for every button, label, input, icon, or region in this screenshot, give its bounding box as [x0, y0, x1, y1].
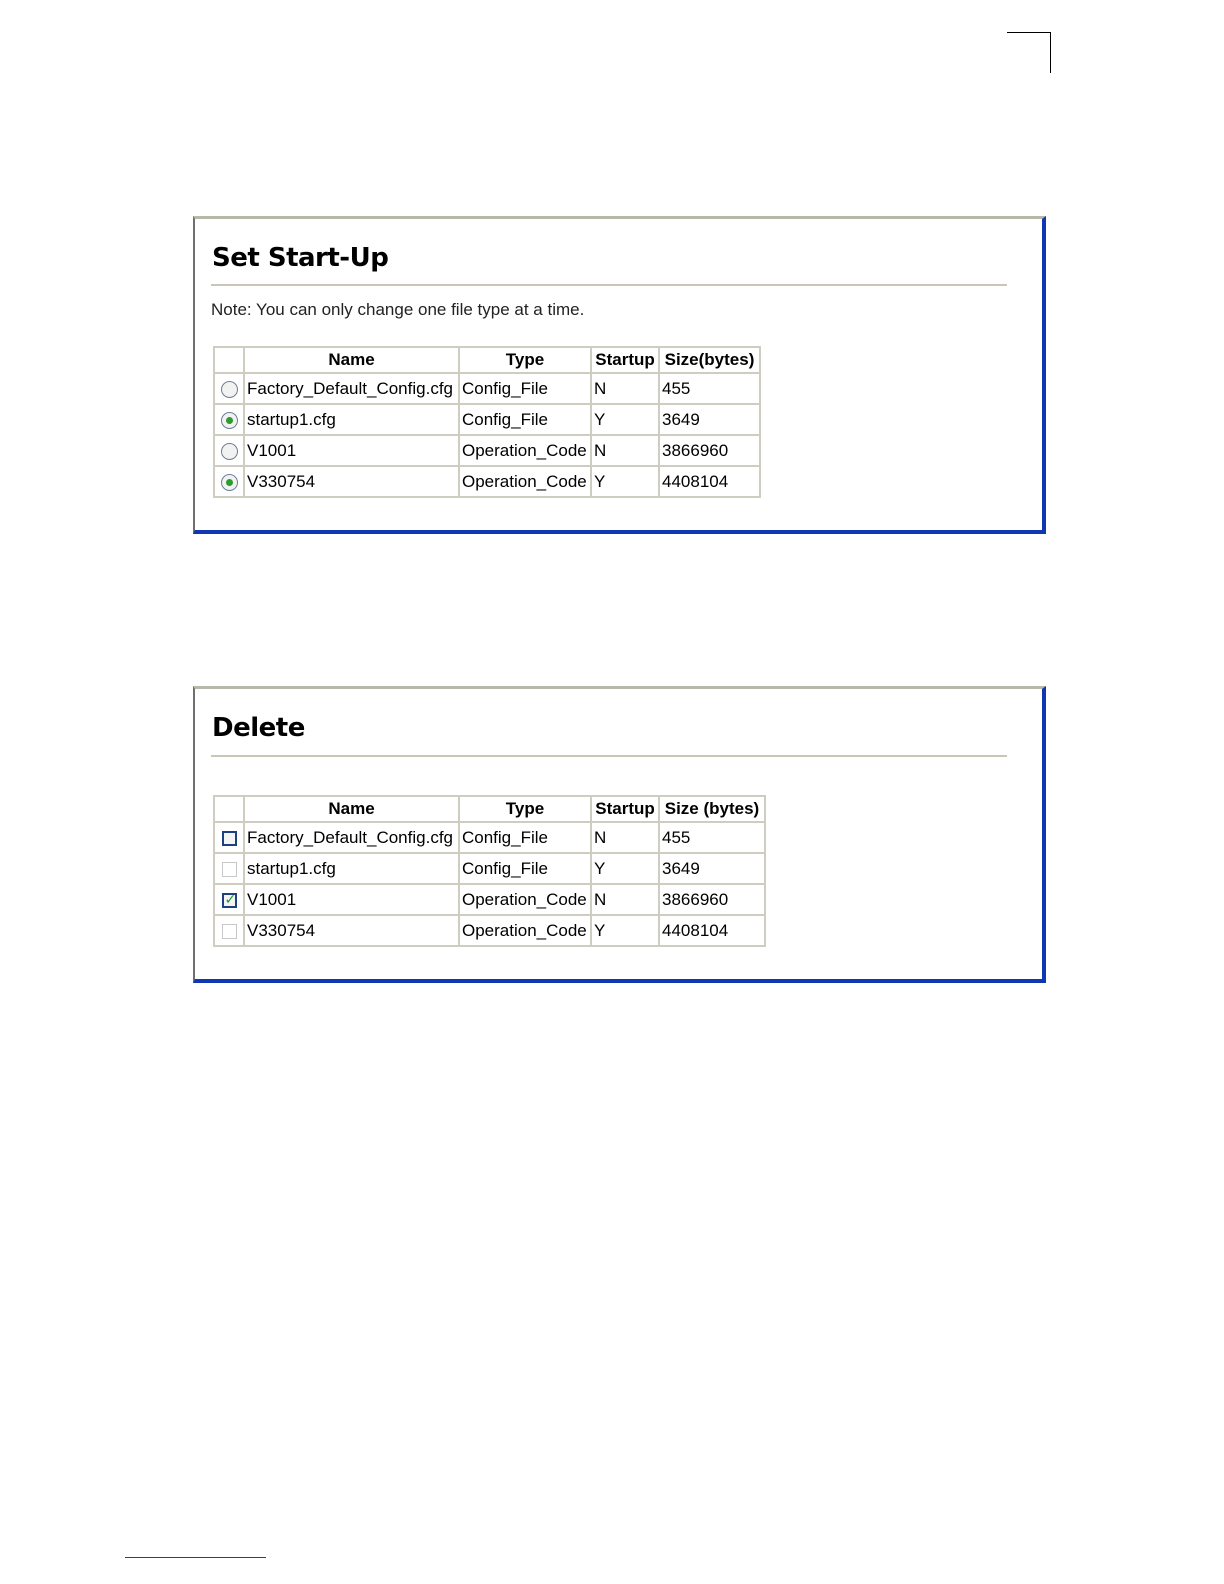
set-startup-panel — [193, 216, 1046, 534]
file-name-cell: V330754 — [244, 915, 459, 946]
startup-radio[interactable] — [221, 381, 238, 398]
startup-radio[interactable] — [221, 412, 238, 429]
set-startup-title: Set Start-Up — [212, 243, 389, 273]
table-row — [214, 435, 760, 466]
column-header-select — [214, 347, 244, 373]
startup-radio[interactable] — [221, 474, 238, 491]
file-type-cell: Config_File — [459, 822, 591, 853]
file-type-cell: Config_File — [459, 373, 591, 404]
delete-checkbox — [222, 924, 237, 939]
column-header-startup: Startup — [591, 347, 659, 373]
file-size-cell: 4408104 — [659, 915, 765, 946]
crop-mark-vertical — [1050, 32, 1051, 73]
column-header-name: Name — [244, 796, 459, 822]
startup-file-table — [213, 346, 761, 498]
column-header-select — [214, 796, 244, 822]
file-type-cell: Operation_Code — [459, 466, 591, 497]
file-name-cell: V1001 — [244, 884, 459, 915]
column-header-size: Size(bytes) — [659, 347, 760, 373]
footer-rule — [125, 1557, 266, 1558]
delete-checkbox[interactable] — [222, 831, 237, 846]
table-row — [214, 884, 765, 915]
table-row — [214, 404, 760, 435]
file-name-cell: V1001 — [244, 435, 459, 466]
file-name-cell: startup1.cfg — [244, 853, 459, 884]
file-type-cell: Operation_Code — [459, 915, 591, 946]
file-size-cell: 3866960 — [659, 884, 765, 915]
table-row — [214, 822, 765, 853]
file-size-cell: 455 — [659, 822, 765, 853]
startup-flag-cell: Y — [591, 404, 659, 435]
table-row — [214, 466, 760, 497]
startup-flag-cell: N — [591, 822, 659, 853]
file-name-cell: Factory_Default_Config.cfg — [244, 373, 459, 404]
table-header-row — [214, 796, 765, 822]
startup-flag-cell: Y — [591, 853, 659, 884]
column-header-type: Type — [459, 347, 591, 373]
column-header-name: Name — [244, 347, 459, 373]
note-text: Note: You can only change one file type at a time. — [211, 300, 585, 319]
file-size-cell: 4408104 — [659, 466, 760, 497]
file-size-cell: 455 — [659, 373, 760, 404]
startup-flag-cell: N — [591, 435, 659, 466]
column-header-startup: Startup — [591, 796, 659, 822]
file-name-cell: startup1.cfg — [244, 404, 459, 435]
checkmark-icon: ✓ — [224, 890, 237, 907]
file-size-cell: 3866960 — [659, 435, 760, 466]
file-type-cell: Operation_Code — [459, 884, 591, 915]
table-row — [214, 373, 760, 404]
table-row — [214, 915, 765, 946]
file-name-cell: V330754 — [244, 466, 459, 497]
delete-panel — [193, 686, 1046, 983]
title-divider — [211, 284, 1007, 286]
crop-mark-horizontal — [1007, 32, 1051, 33]
column-header-size: Size (bytes) — [659, 796, 765, 822]
file-size-cell: 3649 — [659, 853, 765, 884]
startup-flag-cell: N — [591, 373, 659, 404]
startup-flag-cell: N — [591, 884, 659, 915]
delete-title: Delete — [212, 713, 305, 743]
table-header-row — [214, 347, 760, 373]
column-header-type: Type — [459, 796, 591, 822]
file-type-cell: Operation_Code — [459, 435, 591, 466]
title-divider — [211, 755, 1007, 757]
startup-flag-cell: Y — [591, 915, 659, 946]
delete-checkbox — [222, 862, 237, 877]
delete-file-table — [213, 795, 766, 947]
startup-flag-cell: Y — [591, 466, 659, 497]
file-type-cell: Config_File — [459, 404, 591, 435]
file-name-cell: Factory_Default_Config.cfg — [244, 822, 459, 853]
delete-checkbox[interactable] — [222, 890, 237, 908]
file-type-cell: Config_File — [459, 853, 591, 884]
file-size-cell: 3649 — [659, 404, 760, 435]
table-row — [214, 853, 765, 884]
startup-radio[interactable] — [221, 443, 238, 460]
